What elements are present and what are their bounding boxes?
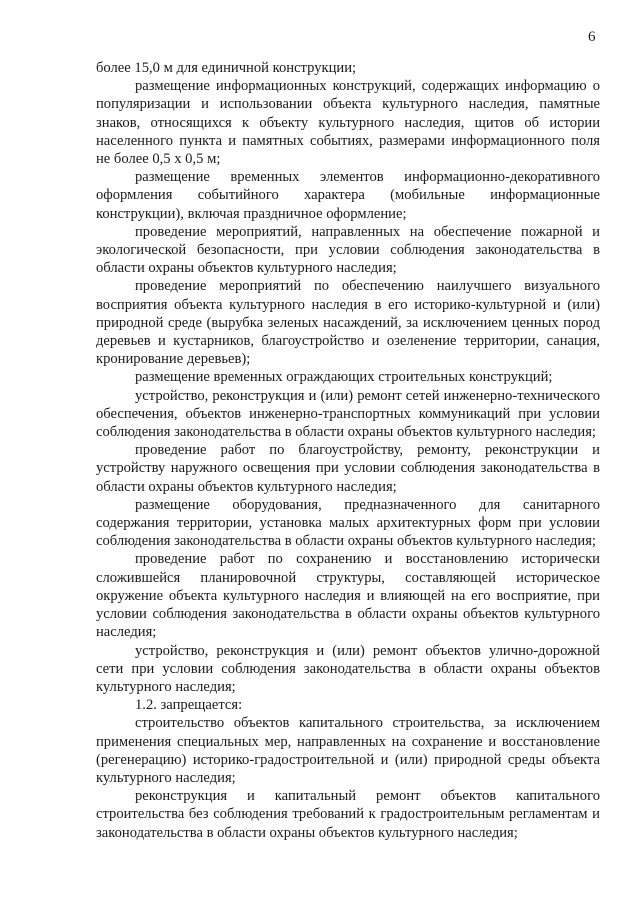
- paragraph: проведение мероприятий по обеспечению наилучшего визуального восприятия объекта культурного наследия в его историко-культурной и (или) природной среде (вырубка зеленых насаждений, за исключением ценных пород деревьев и кустарников, благоустройство и озеленение территории, санация, кронирование деревьев);: [96, 278, 600, 368]
- paragraph: устройство, реконструкция и (или) ремонт сетей инженерно-технического обеспечения, объектов инженерно-транспортных коммуникаций при условии соблюдения законодательства в области охраны объектов культурного наследия;: [96, 387, 600, 441]
- section-heading: 1.2. запрещается:: [135, 697, 243, 714]
- paragraph: размещение временных элементов информационно-декоративного оформления событийного характера (мобильные информационные конструкции), включая праздничное оформление;: [96, 169, 600, 222]
- paragraph: реконструкция и капитальный ремонт объектов капитального строительства без соблюдения требований к градостроительным регламентам и законодательства в области охраны объектов культурного наследия;: [96, 788, 600, 841]
- paragraph: проведение мероприятий, направленных на обеспечение пожарной и экологической безопасности, при условии соблюдения законодательства в области охраны объектов культурного наследия;: [96, 223, 600, 277]
- page-number: 6: [588, 29, 596, 45]
- paragraph: размещение оборудования, предназначенного для санитарного содержания территории, установка малых архитектурных форм при условии соблюдения законодательства в области охраны объектов культурного наследия;: [96, 496, 600, 550]
- paragraph: устройство, реконструкция и (или) ремонт объектов улично-дорожной сети при условии соблюдения законодательства в области охраны объектов культурного наследия;: [96, 642, 600, 695]
- paragraph: размещение информационных конструкций, содержащих информацию о популяризации и использовании объекта культурного наследия, памятные знаков, относящихся к объекту культурного наследия, щитов об истории населенного пункта и памятных событиях, размерами информационного поля не более 0,5 х 0,5 м;: [96, 78, 600, 168]
- paragraph: проведение работ по сохранению и восстановлению исторически сложившейся планировочной структуры, составляющей историческое окружение объекта культурного наследия и влияющей на его восприятие, при условии соблюдения законодательства в области охраны объектов культурного наследия;: [96, 551, 600, 641]
- paragraph: более 15,0 м для единичной конструкции;: [96, 60, 357, 76]
- paragraph: строительство объектов капитального строительства, за исключением применения специальных мер, направленных на сохранение и восстановление (регенерацию) историко-градостроительной и (или) природной среды объекта культурного наследия;: [96, 715, 600, 786]
- paragraph: проведение работ по благоустройству, ремонту, реконструкции и устройству наружного освещения при условии соблюдения законодательства в области охраны объектов культурного наследия;: [96, 442, 600, 495]
- document-body: [96, 59, 600, 842]
- paragraph: размещение временных ограждающих строительных конструкций;: [135, 369, 553, 386]
